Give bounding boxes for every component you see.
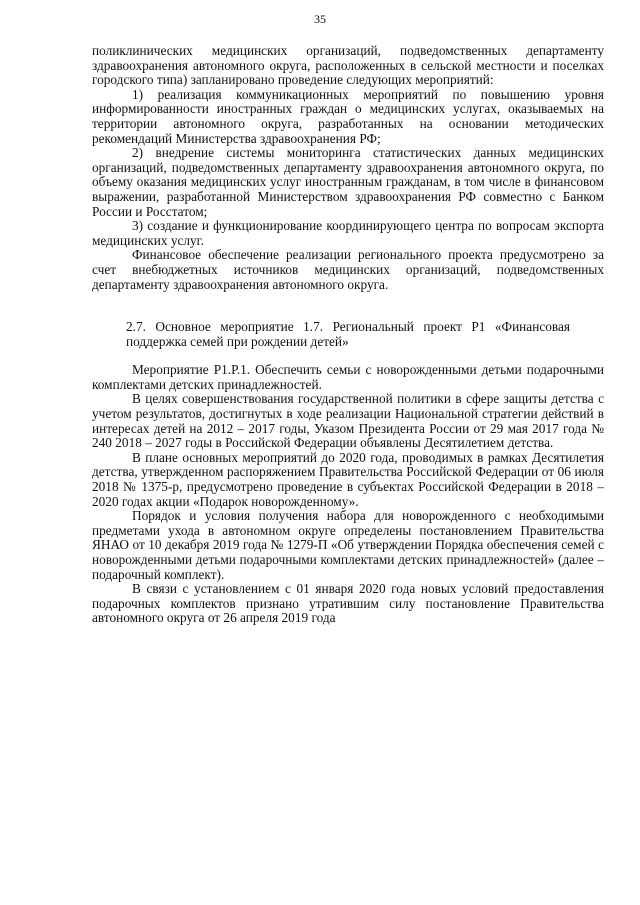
- document-body: [92, 44, 604, 626]
- paragraph: Мероприятие Р1.Р.1. Обеспечить семьи с новорожденными детьми подарочными комплектами детских принадлежностей.: [92, 362, 604, 392]
- paragraph: В целях совершенствования государственной политики в сфере защиты детства с учетом результатов, достигнутых в ходе реализации Национальной стратегии действий в интересах детей на 2012 – 2017 годы, Указом Президента России от 29 мая 2017 года № 240 2018 – 2027 годы в Российской Федерации объявлены Десятилетием детства.: [92, 391, 604, 451]
- paragraph: Порядок и условия получения набора для новорожденного с необходимыми предметами ухода в автономном округе определены постановлением Правительства ЯНАО от 10 декабря 2019 года № 1279-П «Об утверждении Порядка обеспечения семей с новорожденными детьми подарочными комплектами детских принадлежностей» (далее – подарочный комплект).: [92, 508, 604, 582]
- spacer: [92, 306, 604, 320]
- page-number: 35: [314, 12, 326, 26]
- paragraph: В связи с установлением с 01 января 2020 года новых условий предоставления подарочных комплектов признано утратившим силу постановление Правительства автономного округа от 26 апреля 2019 года: [92, 581, 604, 626]
- list-item: 3) создание и функционирование координирующего центра по вопросам экспорта медицинских услуг.: [92, 218, 604, 248]
- paragraph: поликлинических медицинских организаций, подведомственных департаменту здравоохранения автономного округа, расположенных в сельской местности и поселках городского типа) запланировано проведение следующих мероприятий:: [92, 43, 604, 88]
- spacer: [92, 349, 604, 363]
- section-heading: 2.7. Основное мероприятие 1.7. Региональный проект Р1 «Финансовая поддержка семей при рождении детей»: [126, 319, 570, 349]
- paragraph: Финансовое обеспечение реализации регионального проекта предусмотрено за счет внебюджетных источников медицинских организаций, подведомственных департаменту здравоохранения автономного округа.: [92, 247, 604, 292]
- list-item: 1) реализация коммуникационных мероприятий по повышению уровня информированности иностранных граждан о медицинских услугах, оказываемых на территории автономного округа, разработанных на основании методических рекомендаций Министерства здравоохранения РФ;: [92, 86, 604, 146]
- spacer: [92, 292, 604, 306]
- list-item: 2) внедрение системы мониторинга статистических данных медицинских организаций, подведомственных департаменту здравоохранения автономного округа, по объему оказания медицинских услуг иностранным гражданам, в том числе в финансовом выражении, разработанной Министерством здравоохранения РФ совместно с Банком России и Росстатом;: [92, 145, 604, 219]
- paragraph: В плане основных мероприятий до 2020 года, проводимых в рамках Десятилетия детства, утвержденном распоряжением Правительства Российской Федерации от 06 июля 2018 № 1375-р, предусмотрено проведение в субъектах Российской Федерации в 2018 – 2020 годах акции «Подарок новорожденному».: [92, 449, 604, 509]
